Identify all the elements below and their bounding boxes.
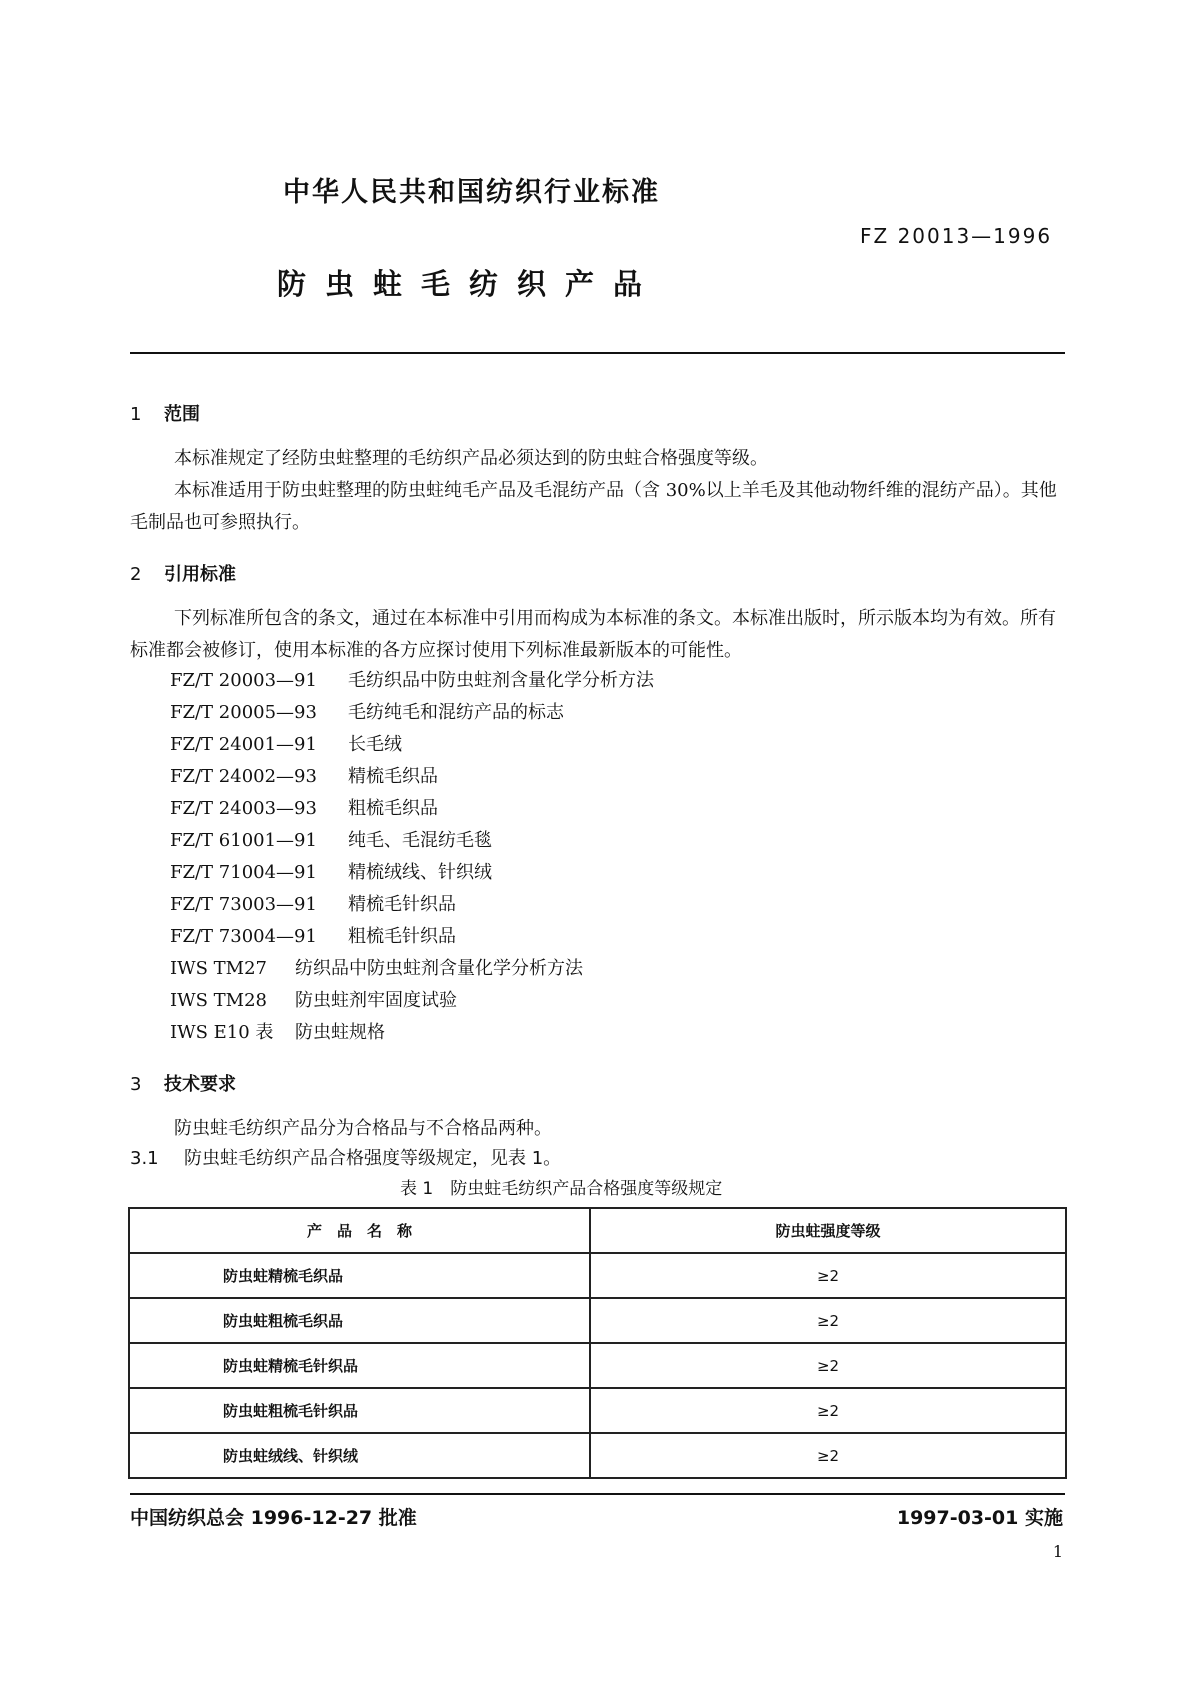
reference-title: 毛纺织品中防虫蛀剂含量化学分析方法 [348, 670, 654, 691]
reference-title: 毛纺纯毛和混纺产品的标志 [348, 702, 564, 723]
subsection-number: 3.1 [130, 1148, 159, 1169]
reference-item [170, 825, 654, 857]
reference-item [170, 921, 654, 953]
reference-title: 纺织品中防虫蛀剂含量化学分析方法 [295, 958, 583, 979]
reference-code: FZ/T 71004—91 [170, 862, 317, 883]
reference-title: 精梳毛织品 [348, 766, 438, 787]
table-row [129, 1388, 1066, 1433]
reference-code: FZ/T 20005—93 [170, 702, 317, 723]
reference-item [170, 761, 654, 793]
reference-code: FZ/T 20003—91 [170, 670, 317, 691]
header-org-title: 中华人民共和国纺织行业标准 [283, 177, 660, 208]
reference-title: 粗梳毛织品 [348, 798, 438, 819]
reference-code: FZ/T 24003—93 [170, 798, 317, 819]
reference-item [170, 889, 654, 921]
grade-cell: ≥2 [590, 1433, 1066, 1478]
section-1-para-1: 本标准规定了经防虫蛀整理的毛纺织产品必须达到的防虫蛀合格强度等级。 [174, 448, 768, 469]
reference-title: 粗梳毛针织品 [348, 926, 456, 947]
column-header-grade: 防虫蛀强度等级 [590, 1208, 1066, 1253]
grade-cell: ≥2 [590, 1343, 1066, 1388]
approval-info: 中国纺织总会 1996-12-27 批准 [130, 1507, 417, 1529]
effective-date: 1997-03-01 实施 [896, 1507, 1063, 1529]
reference-title: 精梳绒线、针织绒 [348, 862, 492, 883]
reference-item [170, 793, 654, 825]
reference-item [170, 953, 654, 985]
column-header-product: 产 品 名 称 [129, 1208, 590, 1253]
section-3-heading [130, 1070, 236, 1096]
table-row [129, 1343, 1066, 1388]
grade-cell: ≥2 [590, 1298, 1066, 1343]
reference-title: 防虫蛀规格 [295, 1022, 385, 1043]
reference-list [170, 665, 654, 1049]
page-number: 1 [1052, 1542, 1063, 1561]
section-1-para-2: 本标准适用于防虫蛀整理的防虫蛀纯毛产品及毛混纺产品（含 30%以上羊毛及其他动物纤维的混纺产品）。其他毛制品也可参照执行。 [130, 480, 1057, 533]
product-name-cell: 防虫蛀精梳毛织品 [129, 1253, 590, 1298]
reference-code: IWS TM27 [170, 958, 268, 979]
top-rule [130, 352, 1065, 354]
grade-table [128, 1207, 1067, 1479]
section-number: 1 [130, 404, 142, 425]
subsection-3-1 [130, 1143, 561, 1175]
section-title: 技术要求 [164, 1074, 236, 1095]
bottom-rule [130, 1493, 1065, 1495]
table-caption: 表 1 防虫蛀毛纺织产品合格强度等级规定 [400, 1179, 723, 1199]
product-name-cell: 防虫蛀精梳毛针织品 [129, 1343, 590, 1388]
reference-item [170, 729, 654, 761]
reference-item [170, 697, 654, 729]
reference-code: FZ/T 73003—91 [170, 894, 317, 915]
table-header-row [129, 1208, 1066, 1253]
product-name-cell: 防虫蛀粗梳毛针织品 [129, 1388, 590, 1433]
standard-number: FZ 20013—1996 [860, 224, 1053, 248]
product-name-cell: 防虫蛀粗梳毛织品 [129, 1298, 590, 1343]
section-3-para-1: 防虫蛀毛纺织产品分为合格品与不合格品两种。 [174, 1118, 552, 1139]
section-2-para-1: 下列标准所包含的条文，通过在本标准中引用而构成为本标准的条文。本标准出版时，所示版本均为有效。所有标准都会被修订，使用本标准的各方应探讨使用下列标准最新版本的可能性。 [130, 608, 1056, 661]
reference-title: 精梳毛针织品 [348, 894, 456, 915]
grade-cell: ≥2 [590, 1253, 1066, 1298]
section-1-heading [130, 400, 200, 426]
reference-item [170, 1017, 654, 1049]
reference-code: FZ/T 24001—91 [170, 734, 317, 755]
reference-item [170, 857, 654, 889]
reference-item [170, 665, 654, 697]
table-row [129, 1298, 1066, 1343]
product-name-cell: 防虫蛀绒线、针织绒 [129, 1433, 590, 1478]
reference-title: 长毛绒 [348, 734, 402, 755]
subsection-text: 防虫蛀毛纺织产品合格强度等级规定，见表 1。 [184, 1148, 562, 1169]
section-number: 3 [130, 1074, 142, 1095]
table-row [129, 1253, 1066, 1298]
section-number: 2 [130, 564, 142, 585]
reference-title: 纯毛、毛混纺毛毯 [348, 830, 492, 851]
reference-code: FZ/T 73004—91 [170, 926, 317, 947]
reference-code: FZ/T 61001—91 [170, 830, 317, 851]
reference-code: IWS E10 表 [170, 1022, 274, 1043]
section-2-heading [130, 560, 236, 586]
table-row [129, 1433, 1066, 1478]
section-title: 引用标准 [164, 564, 236, 585]
grade-cell: ≥2 [590, 1388, 1066, 1433]
section-title: 范围 [164, 404, 200, 425]
reference-code: IWS TM28 [170, 990, 268, 1011]
reference-title: 防虫蛀剂牢固度试验 [295, 990, 457, 1011]
reference-code: FZ/T 24002—93 [170, 766, 317, 787]
reference-item [170, 985, 654, 1017]
document-title: 防虫蛀毛纺织产品 [277, 267, 662, 301]
